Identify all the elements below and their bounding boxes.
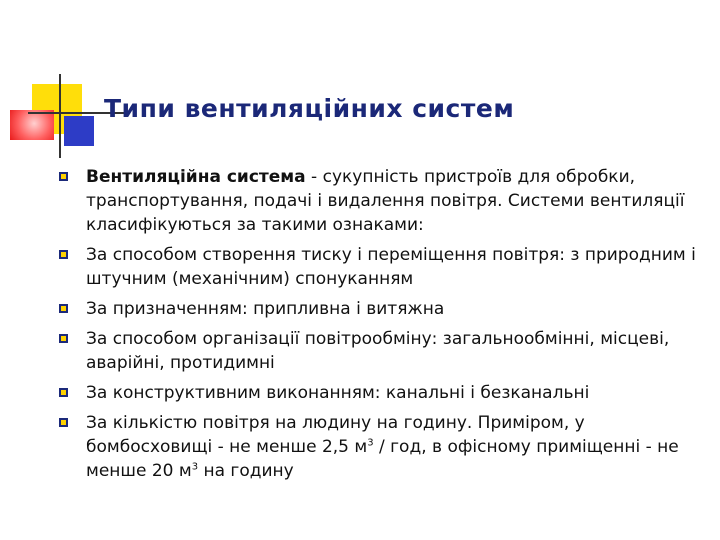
bullet-item <box>56 297 702 321</box>
decor-red-square <box>10 110 54 140</box>
bullet-term: Вентиляційна система <box>86 167 306 187</box>
decor-blue-square <box>64 116 94 146</box>
bullet-text: на годину <box>198 461 294 481</box>
bullet-text: За способом організації повітрообміну: загальнообмінні, місцеві, аварійні, протидимні <box>86 329 670 373</box>
bullet-text: За способом створення тиску і переміщення повітря: з природним і штучним (механічним) спонуканням <box>86 245 696 289</box>
bullet-text: За конструктивним виконанням: канальні і безканальні <box>86 383 590 403</box>
superscript: 3 <box>191 461 199 473</box>
bullet-marker-icon <box>59 418 68 427</box>
bullet-list <box>56 165 702 489</box>
superscript: 3 <box>367 437 374 449</box>
bullet-item <box>56 411 702 483</box>
bullet-text: За кількістю повітря на людину на годину. Приміром, у бомбосховищі - не менше 2,5 м <box>86 413 585 457</box>
bullet-text: / год, в офісному приміщенні - не менше 20 м <box>86 437 679 481</box>
bullet-marker-icon <box>59 172 68 181</box>
bullet-item <box>56 327 702 375</box>
bullet-text: - сукупність пристроїв для обробки, транспортування, подачі і видалення повітря. Системи вентиляції класифікуються за такими ознаками: <box>86 167 685 235</box>
bullet-marker-icon <box>59 304 68 313</box>
decor-vertical-line <box>59 74 61 158</box>
bullet-marker-icon <box>59 334 68 343</box>
slide-title: Типи вентиляційних систем <box>104 94 515 123</box>
bullet-marker-icon <box>59 388 68 397</box>
bullet-item <box>56 243 702 291</box>
bullet-marker-icon <box>59 250 68 259</box>
bullet-item <box>56 165 702 237</box>
bullet-item <box>56 381 702 405</box>
bullet-text: За призначенням: припливна і витяжна <box>86 299 445 319</box>
